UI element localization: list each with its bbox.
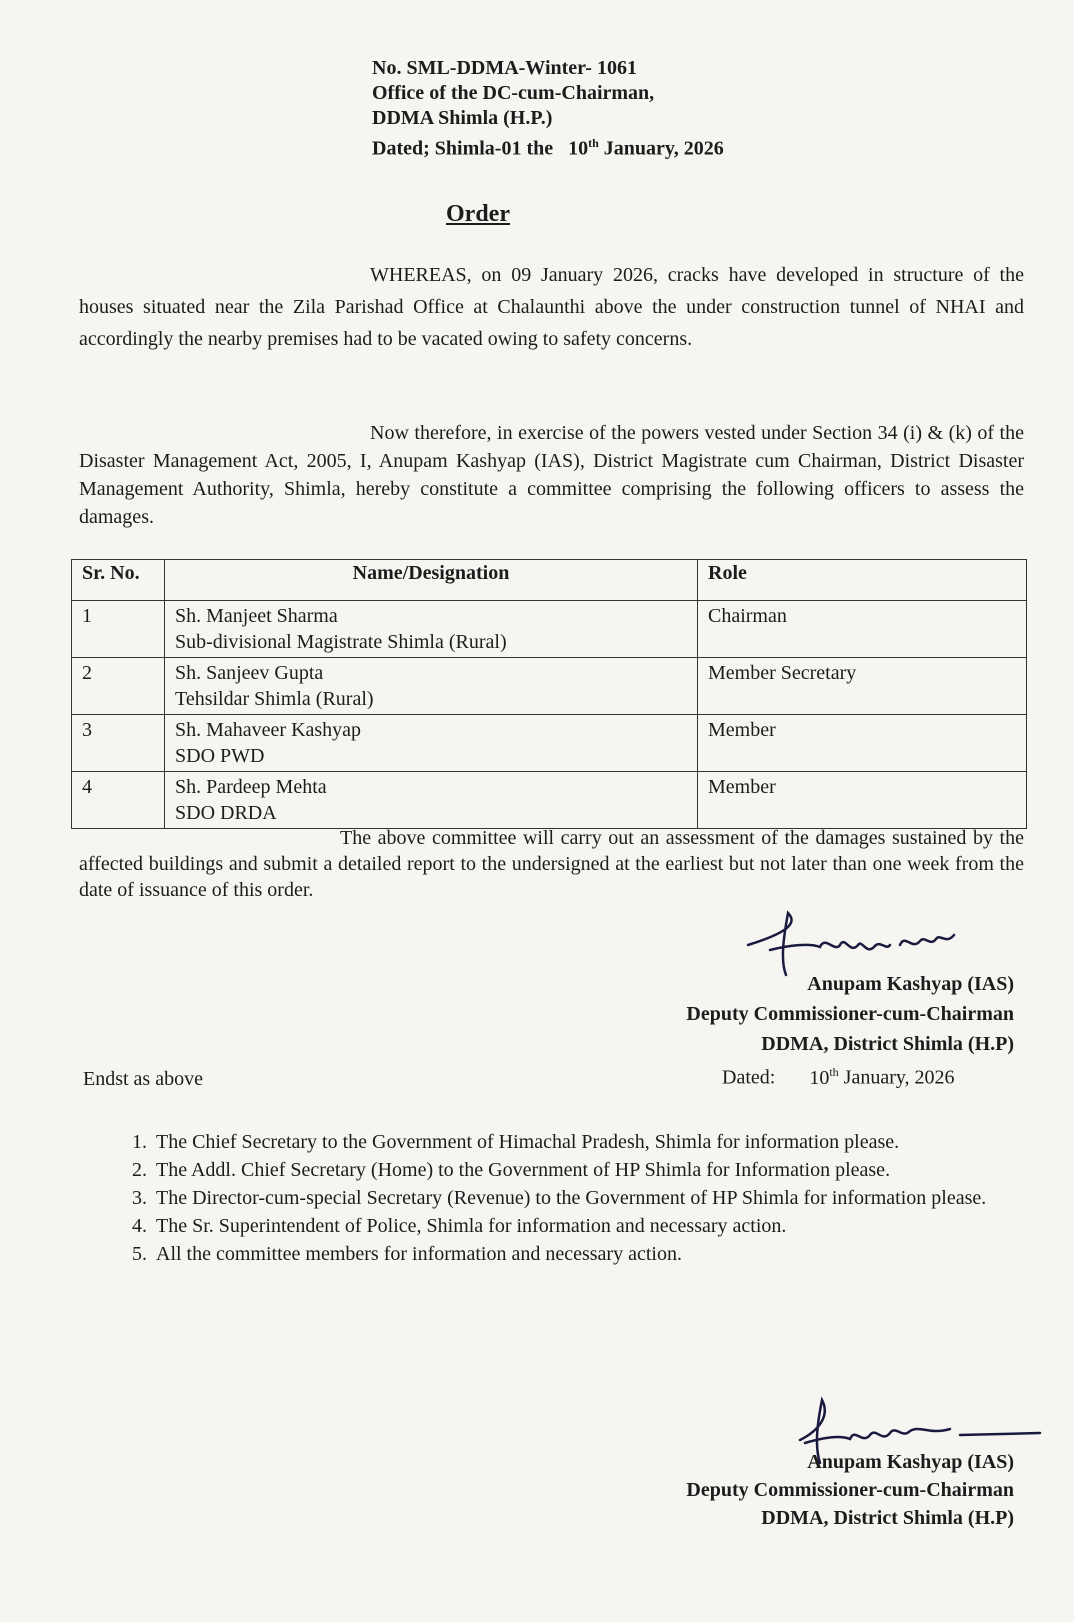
order-title: Order [446,201,510,227]
signatory-designation: Deputy Commissioner-cum-Chairman [686,1003,1014,1025]
signatory-block [686,969,1014,1059]
member-designation: Sub-divisional Magistrate Shimla (Rural) [175,631,507,653]
endorsement-date-day: 10 [809,1066,830,1089]
signatory-block [686,1448,1014,1532]
cell-name-designation [165,715,698,772]
member-name: Sh. Mahaveer Kashyap [175,719,362,741]
cell-name-designation [165,658,698,715]
issuing-authority: DDMA Shimla (H.P.) [372,107,553,129]
list-item: 4. The Sr. Superintendent of Police, Shimla for information and necessary action. [152,1212,1052,1240]
cell-role: Chairman [698,601,1027,658]
cell-role: Member [698,715,1027,772]
list-item: 2. The Addl. Chief Secretary (Home) to the Government of HP Shimla for Information please. [152,1156,1052,1184]
signatory-office: DDMA, District Shimla (H.P) [761,1033,1014,1055]
list-item: 1. The Chief Secretary to the Government of Himachal Pradesh, Shimla for information please. [152,1128,1052,1156]
column-header-role: Role [698,560,1027,601]
cell-sr-no: 4 [72,772,165,829]
column-header-sr-no: Sr. No. [72,560,165,601]
issuing-office: Office of the DC-cum-Chairman, [372,82,655,104]
member-name: Sh. Sanjeev Gupta [175,662,324,684]
list-item: 5. All the committee members for information and necessary action. [152,1240,1052,1268]
cell-role: Member Secretary [698,658,1027,715]
member-designation: SDO PWD [175,745,265,767]
signatory-designation: Deputy Commissioner-cum-Chairman [686,1479,1014,1501]
endorsement-list [112,1128,1052,1268]
table-header-row [72,560,1027,601]
issue-date-suffix: th [588,136,599,150]
issue-date-day: 10 [568,137,589,160]
committee-table [71,559,1027,829]
cell-sr-no: 2 [72,658,165,715]
cell-sr-no: 3 [72,715,165,772]
table-row [72,772,1027,829]
constitution-paragraph: Now therefore, in exercise of the powers vested under Section 34 (i) & (k) of the Disaster Management Act, 2005, I, Anupam Kashyap (IAS), District Magistrate cum Chairman, District Disaster Management Authority, Shimla, hereby constitute a committee comprising the following officers to assess the damages. [79,422,1024,528]
member-name: Sh. Pardeep Mehta [175,776,327,798]
endorsement-date-suffix: th [829,1065,839,1079]
member-name: Sh. Manjeet Sharma [175,605,338,627]
endorsement-date-label: Dated: [722,1066,776,1089]
endorsement-date [722,1065,955,1090]
reference-number: No. SML-DDMA-Winter- 1061 [372,57,637,79]
column-header-name-designation: Name/Designation [165,560,698,601]
cell-role: Member [698,772,1027,829]
issue-date [372,131,724,162]
assessment-paragraph: The above committee will carry out an assessment of the damages sustained by the affected buildings and submit a detailed report to the undersigned at the earliest but not later than one week from the date of issuance of this order. [79,827,1024,901]
issue-date-rest: January, 2026 [603,137,724,160]
member-designation: Tehsildar Shimla (Rural) [175,688,374,710]
member-designation: SDO DRDA [175,802,277,824]
signatory-office: DDMA, District Shimla (H.P) [761,1507,1014,1529]
document-header [372,56,724,162]
table-row [72,601,1027,658]
signatory-name: Anupam Kashyap (IAS) [807,1451,1014,1473]
endorsement-date-rest: January, 2026 [843,1066,955,1089]
table-row [72,658,1027,715]
issue-date-prefix: Dated; Shimla-01 the [372,137,554,160]
whereas-paragraph: WHEREAS, on 09 January 2026, cracks have developed in structure of the houses situated near the Zila Parishad Office at Chalaunthi above the under construction tunnel of NHAI and accordingly the nearby premises had to be vacated owing to safety concerns. [79,264,1024,350]
endorsement-label: Endst as above [83,1068,203,1090]
cell-sr-no: 1 [72,601,165,658]
cell-name-designation [165,772,698,829]
list-item: 3. The Director-cum-special Secretary (Revenue) to the Government of HP Shimla for information please. [152,1184,1052,1212]
signatory-name: Anupam Kashyap (IAS) [807,973,1014,995]
cell-name-designation [165,601,698,658]
table-row [72,715,1027,772]
